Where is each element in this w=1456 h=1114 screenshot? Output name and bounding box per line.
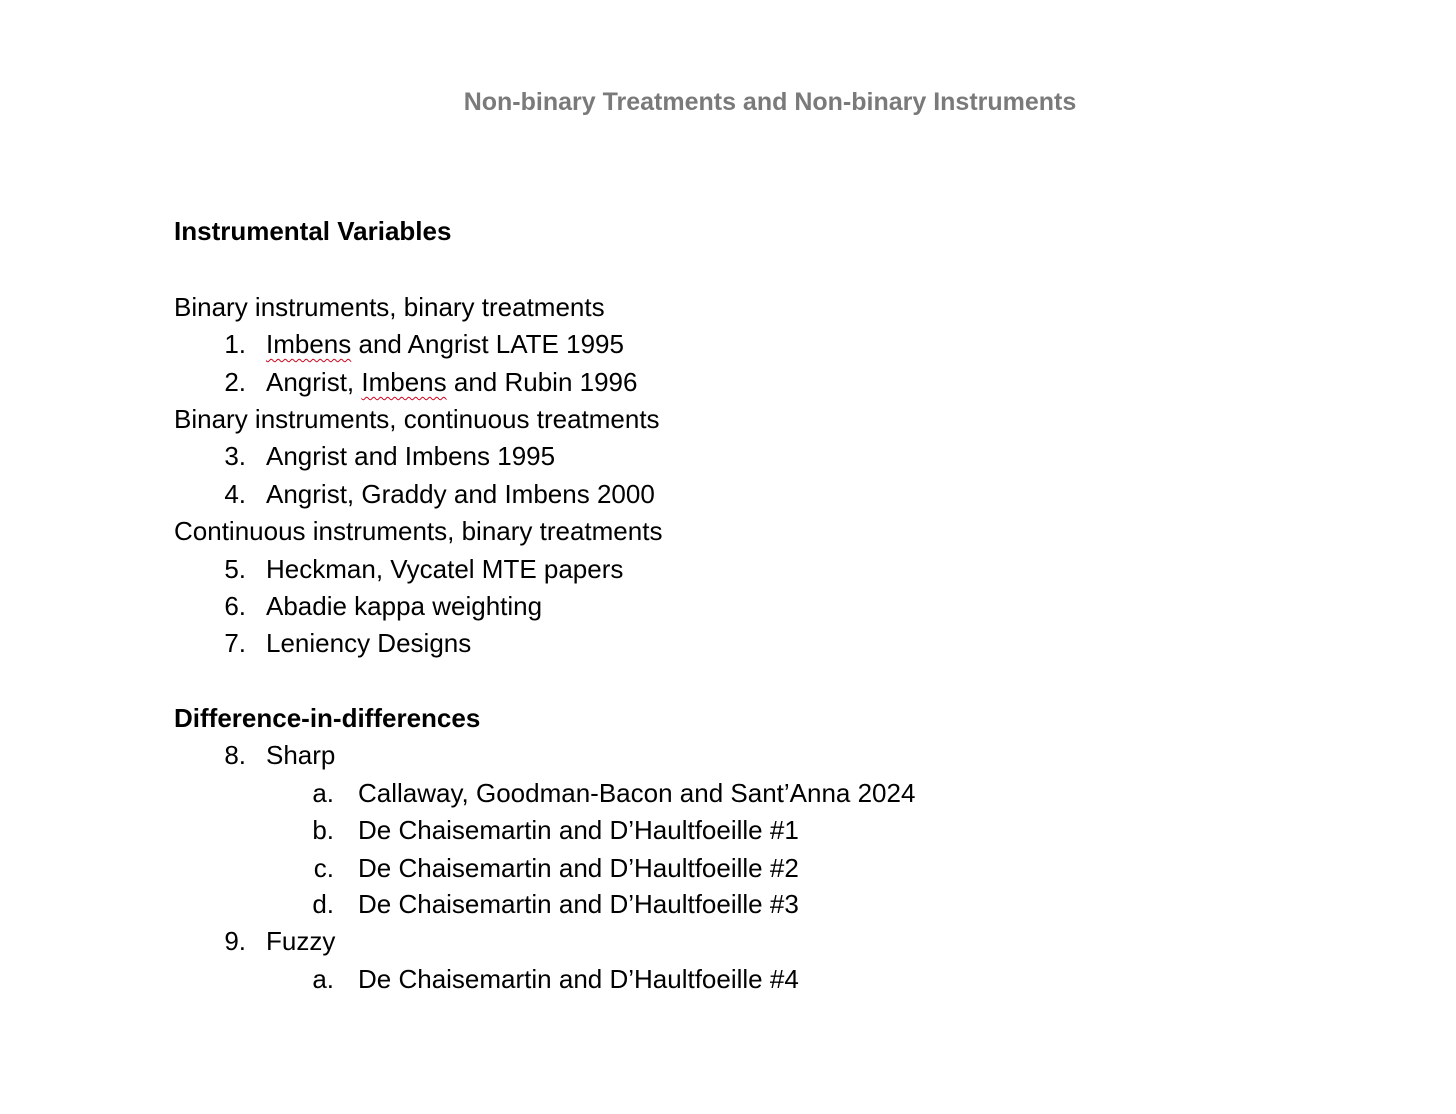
list-item-text: Abadie kappa weighting (266, 591, 543, 621)
list-marker: 9. (224, 926, 246, 956)
list-marker: 5. (224, 554, 246, 584)
group-label-continuous-binary: Continuous instruments, binary treatments (174, 516, 663, 546)
sub-item-text: De Chaisemartin and D’Haultfoeille #3 (358, 889, 799, 919)
sub-list-marker: c. (313, 853, 334, 883)
list-item-text: Imbens and Angrist LATE 1995 (266, 329, 624, 359)
list-marker: 1. (224, 329, 246, 359)
sub-item-text: De Chaisemartin and D’Haultfoeille #4 (358, 964, 799, 994)
sub-list-marker: a. (312, 778, 334, 808)
sub-item-text: Callaway, Goodman-Bacon and Sant’Anna 2024 (358, 778, 916, 808)
list-item-text: Angrist, Graddy and Imbens 2000 (266, 479, 655, 509)
section-heading-did: Difference-in-differences (174, 703, 481, 733)
list-marker: 7. (224, 628, 246, 658)
list-marker: 8. (224, 740, 246, 770)
sub-item-text: De Chaisemartin and D’Haultfoeille #1 (358, 815, 799, 845)
list-item-text: Sharp (266, 740, 336, 770)
sub-list-marker: d. (312, 889, 334, 919)
list-item-text: Angrist, Imbens and Rubin 1996 (266, 367, 638, 397)
list-item-text: Heckman, Vycatel MTE papers (266, 554, 624, 584)
list-marker: 4. (224, 479, 246, 509)
list-marker: 6. (224, 591, 246, 621)
list-item-text: Angrist and Imbens 1995 (266, 441, 556, 471)
spellcheck-word: Imbens (361, 367, 447, 397)
spellcheck-word: Imbens (266, 329, 352, 359)
list-marker: 3. (224, 441, 246, 471)
list-item-text: Leniency Designs (266, 628, 472, 658)
sub-list-marker: b. (312, 815, 334, 845)
list-item-text: Fuzzy (266, 926, 336, 956)
document-title: Non-binary Treatments and Non-binary Instruments (463, 88, 1077, 116)
list-marker: 2. (224, 367, 246, 397)
section-heading-iv: Instrumental Variables (174, 216, 452, 246)
group-label-binary-binary: Binary instruments, binary treatments (174, 292, 605, 322)
sub-list-marker: a. (312, 964, 334, 994)
group-label-binary-continuous: Binary instruments, continuous treatments (174, 404, 660, 434)
sub-item-text: De Chaisemartin and D’Haultfoeille #2 (358, 853, 799, 883)
